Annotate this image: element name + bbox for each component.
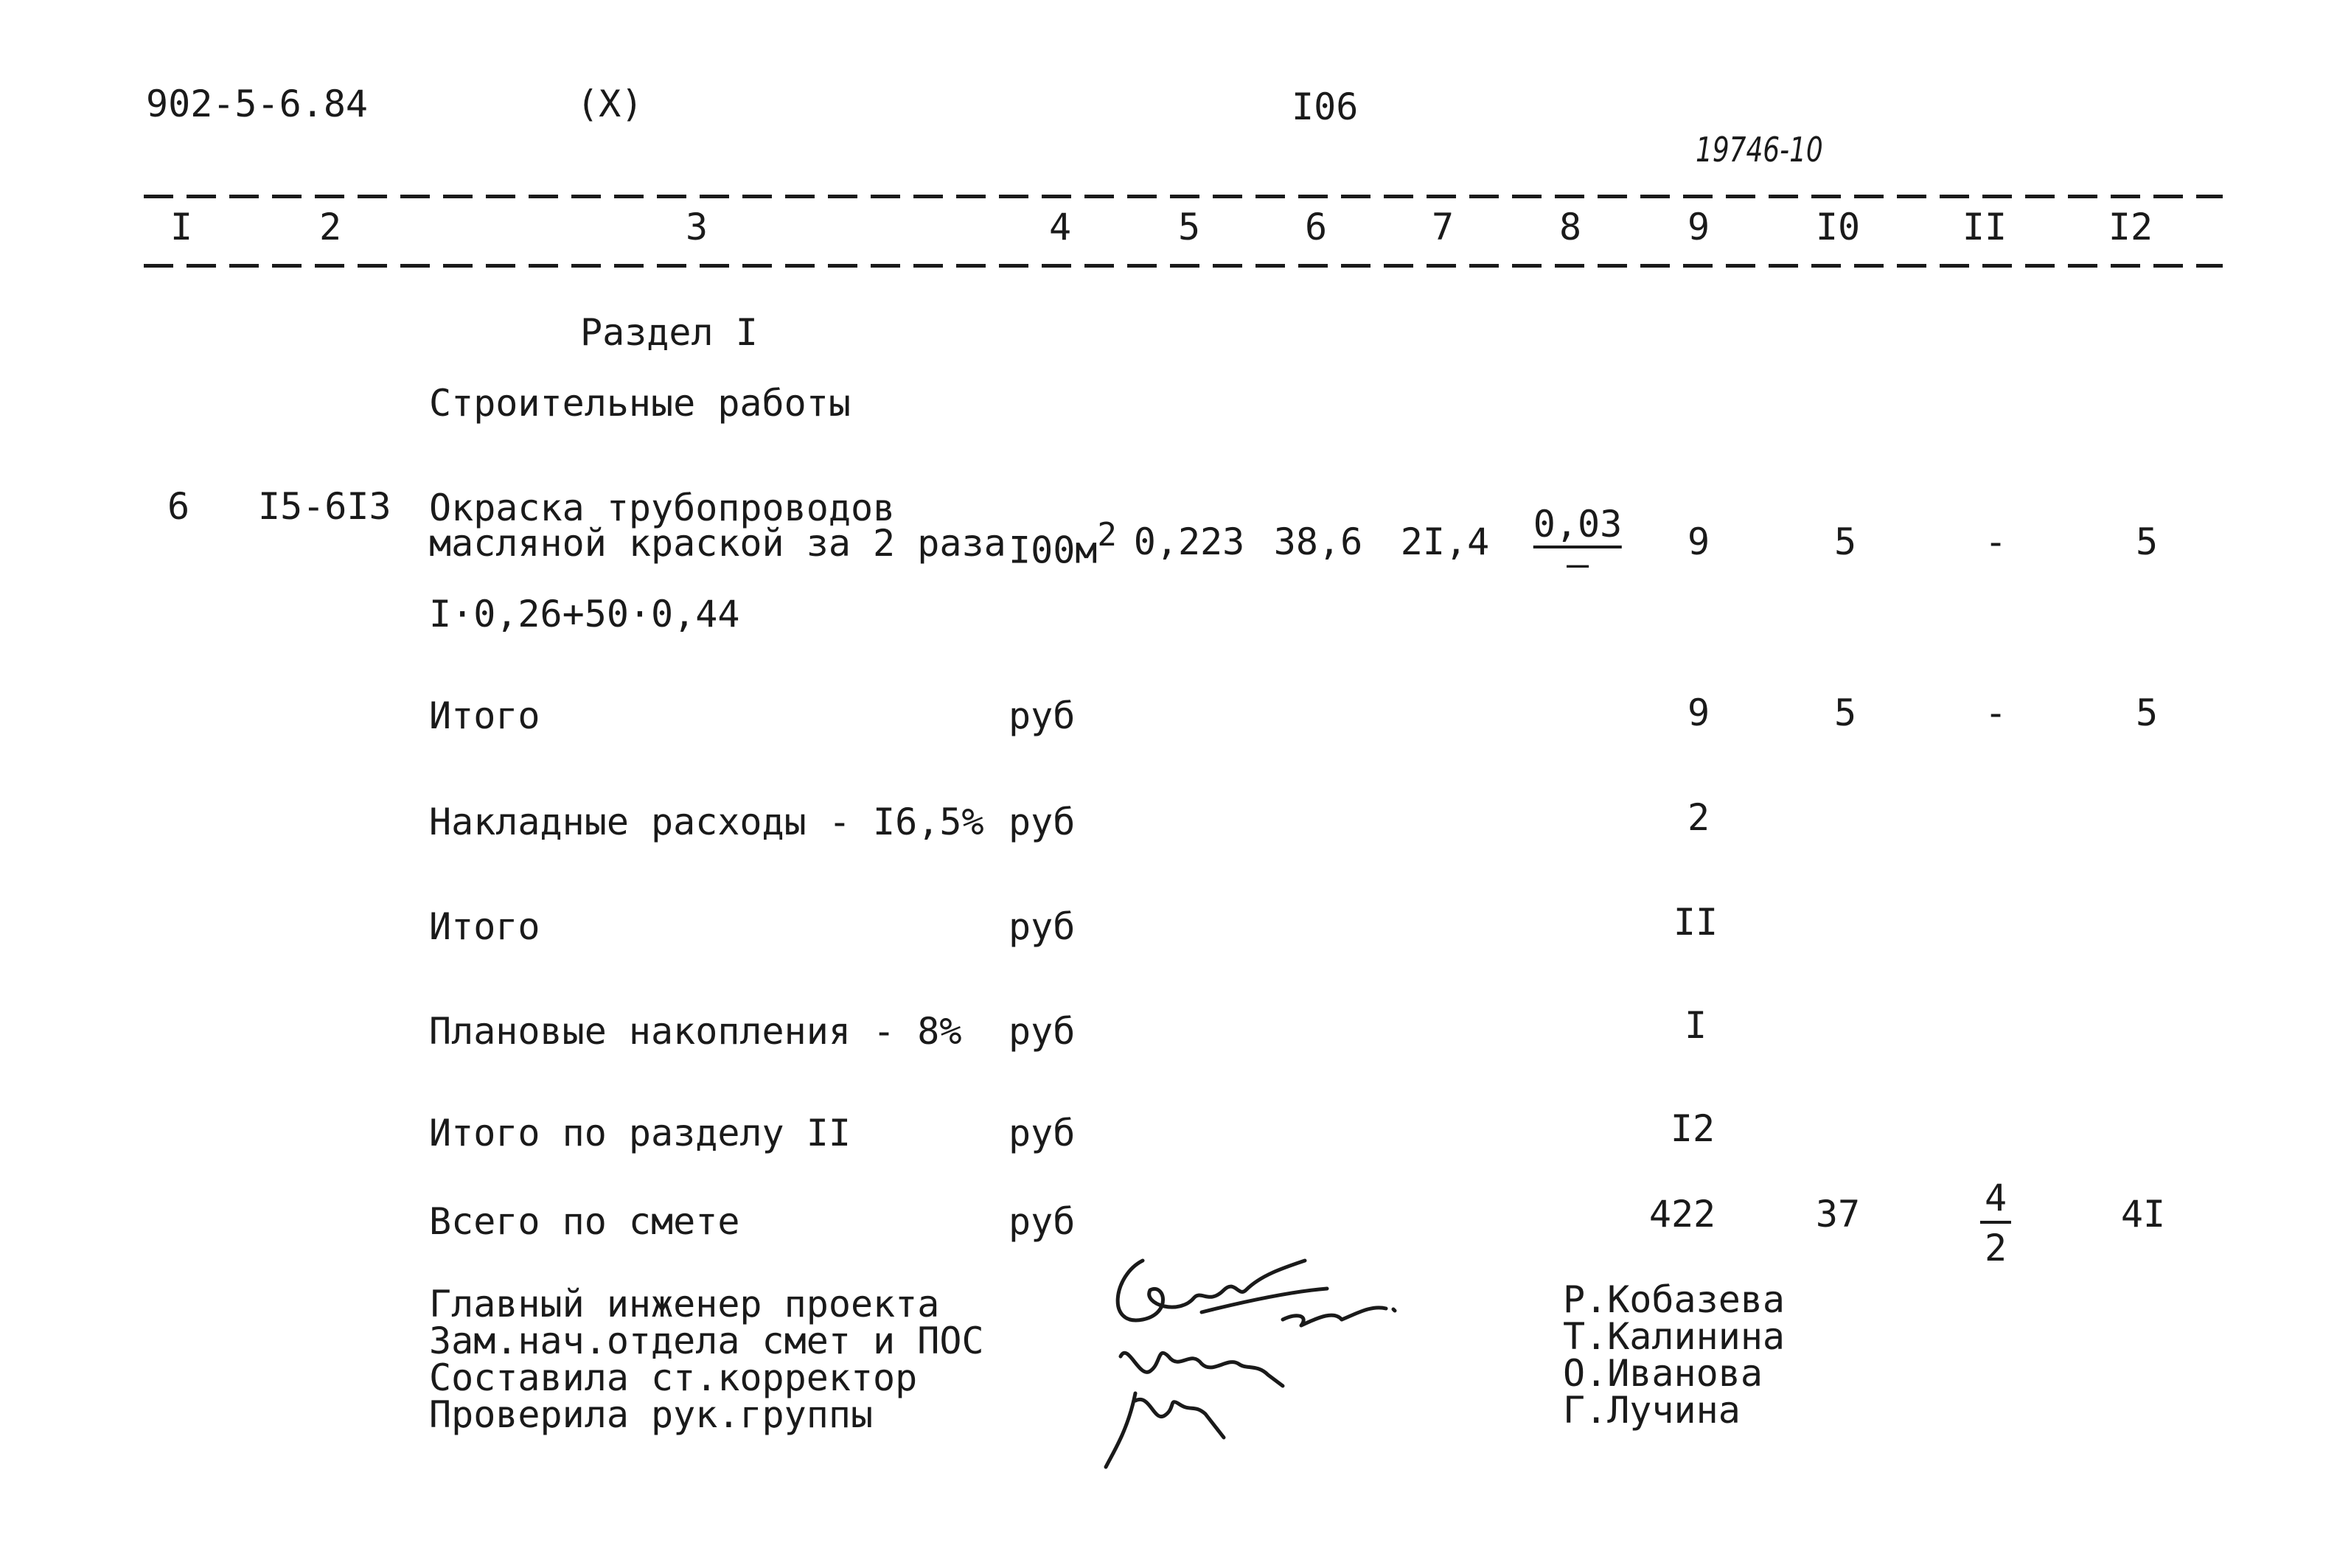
item-code: I5-6I3 — [258, 485, 391, 528]
grand-total-col9: 422 — [1648, 1193, 1716, 1236]
grand-total-col12: 4I — [2120, 1193, 2166, 1236]
section-total-label: Итого по разделу II — [429, 1112, 851, 1154]
item-col6: 38,6 — [1273, 520, 1363, 563]
totals-col9: 9 — [1687, 691, 1710, 734]
section-title: Раздел I — [580, 311, 758, 354]
col-header-11: II — [1962, 206, 2007, 248]
signature-scribbles-icon — [1098, 1246, 1438, 1511]
item-quantity: 0,223 — [1133, 520, 1245, 563]
item-unit-superscript: 2 — [1097, 516, 1117, 554]
item-col11: - — [1984, 520, 2007, 563]
role-deputy-head: Зам.нач.отдела смет и ПОС — [429, 1320, 984, 1362]
header-rule-bottom — [144, 264, 2223, 268]
col-header-6: 6 — [1304, 206, 1328, 248]
section-subtitle: Строительные работы — [429, 382, 851, 425]
planned-savings-label: Плановые накопления - 8% — [429, 1010, 962, 1053]
item-col12: 5 — [2135, 520, 2159, 563]
name-chief-engineer: Р.Кобазева — [1563, 1278, 1786, 1321]
col-header-5: 5 — [1177, 206, 1201, 248]
header-rule-top — [144, 195, 2223, 198]
totals-col11: - — [1984, 691, 2007, 734]
item-col9: 9 — [1687, 520, 1710, 563]
subtotal-label: Итого — [429, 905, 540, 948]
item-col8 — [1533, 503, 1623, 585]
planned-savings-col9: I — [1684, 1004, 1707, 1047]
name-deputy-head: Т.Калинина — [1563, 1315, 1786, 1358]
role-chief-engineer: Главный инженер проекта — [429, 1283, 940, 1325]
subtotal-col9: II — [1673, 901, 1718, 944]
totals-unit: руб — [1009, 694, 1076, 737]
grand-total-fraction — [1980, 1177, 2011, 1269]
grand-total-col11 — [1980, 1177, 2011, 1269]
item-description-line1: Окраска трубопроводов — [429, 487, 896, 529]
grand-total-col10: 37 — [1815, 1193, 1861, 1236]
section-total-col9: I2 — [1670, 1107, 1716, 1150]
grand-total-unit: руб — [1009, 1200, 1076, 1243]
signature-roles — [429, 1283, 984, 1436]
grand-total-label: Всего по смете — [429, 1200, 740, 1243]
item-description-line2: масляной краской за 2 раза — [429, 521, 1006, 565]
handwritten-reference: 19746-10 — [1696, 130, 1823, 170]
item-col8-value: 0,03 — [1533, 506, 1622, 548]
planned-savings-unit: руб — [1009, 1010, 1076, 1053]
role-checker: Проверила рук.группы — [429, 1393, 874, 1436]
col-header-1: I — [170, 206, 193, 248]
item-col7: 2I,4 — [1400, 520, 1490, 563]
grand-total-fraction-denominator: 2 — [1984, 1227, 2007, 1269]
grand-total-fraction-numerator: 4 — [1980, 1180, 2011, 1224]
item-col10: 5 — [1833, 520, 1857, 563]
section-total-unit: руб — [1009, 1112, 1076, 1154]
page-number: I06 — [1292, 86, 1359, 128]
overhead-label: Накладные расходы - I6,5% — [429, 801, 984, 843]
item-formula: I·0,26+50·0,44 — [429, 593, 740, 635]
item-unit-base: I00м — [1009, 529, 1098, 572]
name-compiler: О.Иванова — [1563, 1352, 1763, 1395]
item-unit — [1009, 516, 1117, 572]
col-header-3: 3 — [685, 206, 708, 248]
totals-label: Итого — [429, 694, 540, 737]
name-checker: Г.Лучина — [1563, 1389, 1741, 1432]
item-number: 6 — [167, 485, 190, 528]
col-header-7: 7 — [1431, 206, 1455, 248]
totals-col12: 5 — [2135, 691, 2159, 734]
item-description — [429, 487, 1006, 565]
col-header-12: I2 — [2108, 206, 2153, 248]
col-header-8: 8 — [1558, 206, 1582, 248]
overhead-unit: руб — [1009, 801, 1076, 843]
role-compiler: Составила ст.корректор — [429, 1356, 918, 1399]
doc-code: 902-5-6.84 — [146, 83, 369, 125]
handwritten-signatures — [1098, 1246, 1438, 1517]
item-col8-mark: – — [1566, 543, 1589, 585]
overhead-col9: 2 — [1687, 796, 1710, 839]
col-header-10: I0 — [1815, 206, 1861, 248]
col-header-9: 9 — [1687, 206, 1710, 248]
roman-marker: (X) — [577, 83, 644, 125]
signature-names — [1563, 1278, 1786, 1432]
col-header-4: 4 — [1048, 206, 1072, 248]
col-header-2: 2 — [318, 206, 342, 248]
totals-col10: 5 — [1833, 691, 1857, 734]
subtotal-unit: руб — [1009, 905, 1076, 948]
